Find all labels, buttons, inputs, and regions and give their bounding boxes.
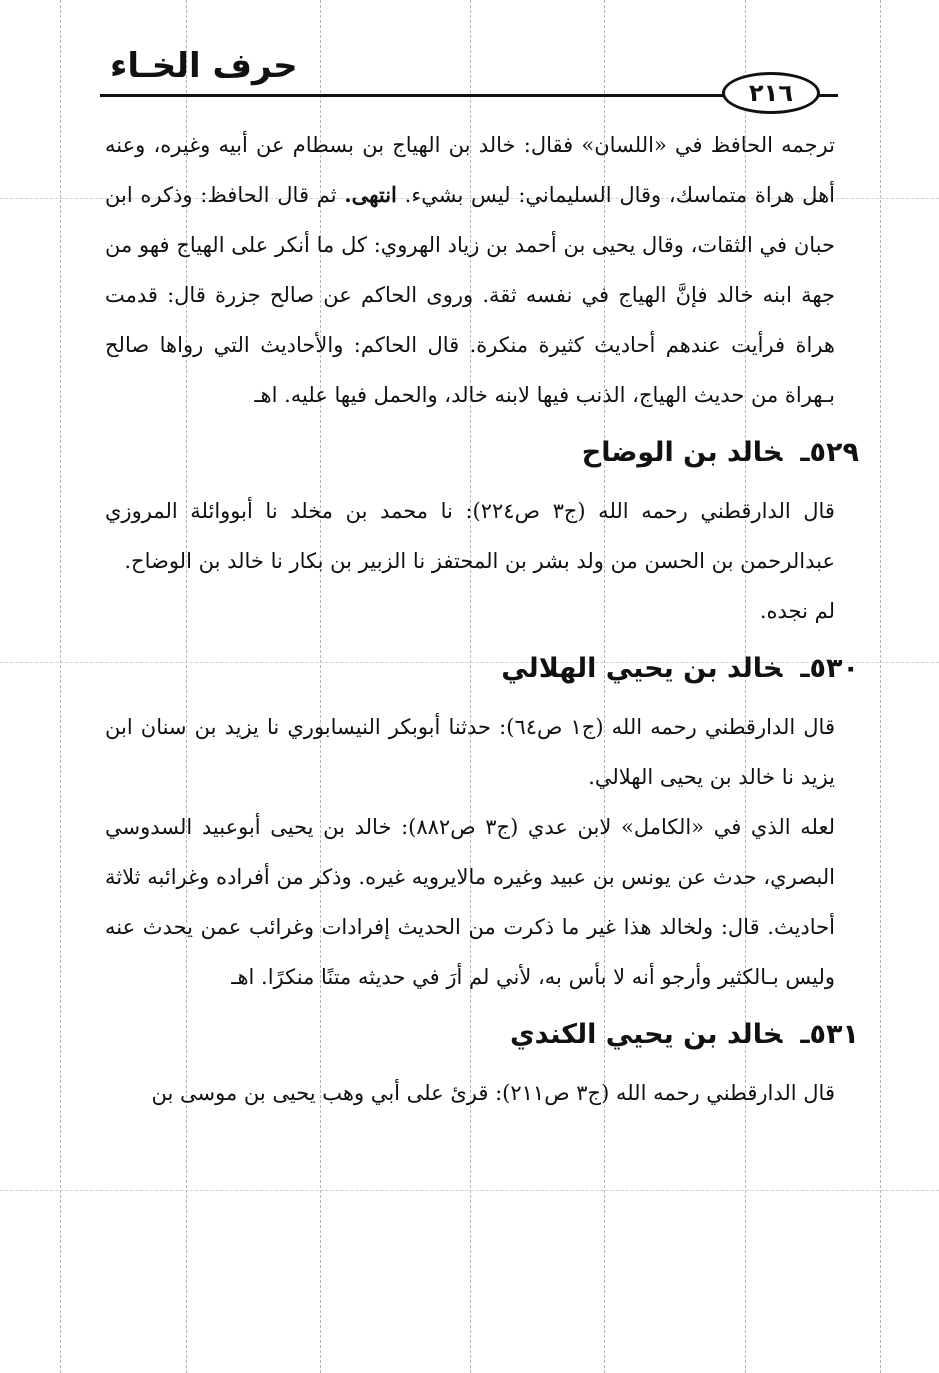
chapter-title: حرف الخـاء [110, 46, 298, 86]
entry-name: خالد بن يحيي الهلالي [501, 653, 783, 684]
intro-paragraph [105, 120, 835, 420]
entry-paragraph: لم نجده. [759, 599, 835, 623]
intro-text: ترجمه الحافظ في «اللسان» فقال: خالد بن الهياج بن بسطام عن أبيه وغيره، وعنه أهل هراة متماسك، وقال السليماني: ليس بشيء. [105, 133, 835, 207]
entry-number: ٥٢٩ـ [800, 437, 859, 468]
entry-number: ٥٣٠ـ [800, 653, 859, 684]
entry-531 [105, 1008, 859, 1118]
page-header [100, 38, 838, 118]
entry-paragraph: لعله الذي في «الكامل» لابن عدي (ج٣ ص٨٨٢): خالد بن يحيى أبوعبيد السدوسي البصري، حدث عن يونس بن عبيد وغيره مالايرويه غيره. وذكر من أفراده وغرائبه ثلاثة أحاديث. قال: ولخالد هذا غير ما ذكرت من الحديث إفرادات وغرائب عمن يحدث عنه وليس بـالكثير وأرجو أنه لا بأس به، لأني لم أرَ في حديثه متنًا منكرًا. اهـ [105, 815, 835, 989]
guide-line [0, 1190, 939, 1191]
entry-530 [105, 642, 859, 1002]
entry-paragraph: قال الدارقطني رحمه الله (ج٣ ص٢١١): قرئ على أبي وهب يحيى بن موسى بن [151, 1081, 835, 1105]
entry-number: ٥٣١ـ [800, 1019, 859, 1050]
page-body [105, 120, 859, 1118]
entry-heading [105, 1008, 859, 1062]
guide-line [880, 0, 881, 1373]
entry-heading [105, 642, 859, 696]
entry-paragraph: قال الدارقطني رحمه الله (ج١ ص٦٤): حدثنا أبوبكر النيسابوري نا يزيد بن سنان ابن يزيد نا خالد بن يحيى الهلالي. [105, 715, 835, 789]
guide-line [60, 0, 61, 1373]
entry-529 [105, 426, 859, 636]
entry-name: خالد بن يحيي الكندي [509, 1019, 783, 1050]
entry-name: خالد بن الوضاح [581, 437, 783, 468]
entry-heading [105, 426, 859, 480]
entry-paragraph: قال الدارقطني رحمه الله (ج٣ ص٢٢٤): نا محمد بن مخلد نا أبووائلة المروزي عبدالرحمن بن الحسن من ولد بشر بن المحتفز نا الزبير بن بكار نا خالد بن الوضاح. [105, 499, 835, 573]
intro-text-after: ثم قال الحافظ: وذكره ابن حبان في الثقات، وقال يحيى بن أحمد بن زياد الهروي: كل ما أنكر على الهياج فهو من جهة ابنه خالد فإنَّ الهياج في نفسه ثقة. وروى الحاكم عن صالح جزرة قال: قدمت هراة فرأيت عندهم أحاديث كثيرة منكرة. قال الحاكم: والأحاديث التي رواها صالح بـهراة من حديث الهياج، الذنب فيها لابنه خالد، والحمل فيها عليه. اهـ [105, 183, 835, 407]
intro-bold-word: انتهى. [344, 182, 397, 207]
page-number: ٢١٦ [722, 72, 820, 114]
